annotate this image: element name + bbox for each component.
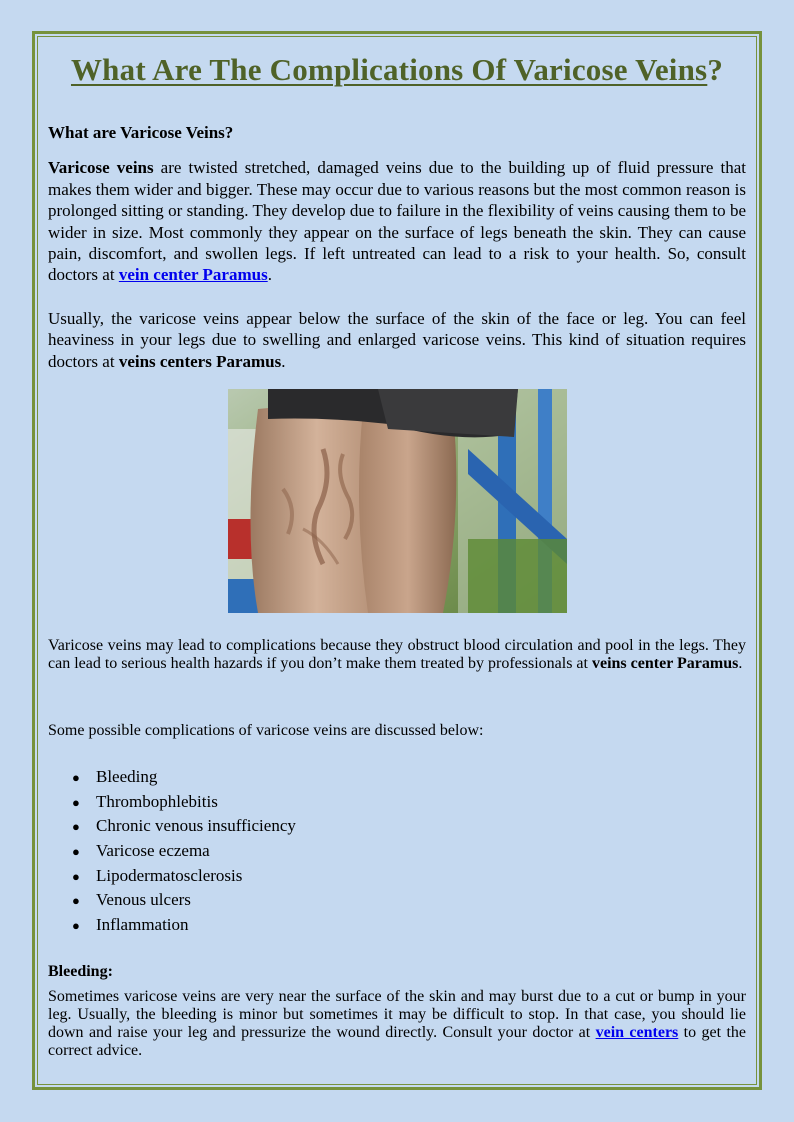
list-item: ● Bleeding <box>72 765 296 790</box>
veins-centers-paramus-bold: veins centers Paramus <box>118 351 282 371</box>
veins-center-paramus-bold: veins center Paramus <box>591 655 739 672</box>
article-top <box>48 50 746 372</box>
bullet-icon: ● <box>72 770 80 785</box>
list-item: ● Chronic venous insufficiency <box>72 814 296 839</box>
section-heading-what-are: What are Varicose Veins? <box>48 123 234 142</box>
list-item: ● Venous ulcers <box>72 888 296 913</box>
bullet-icon: ● <box>72 868 80 884</box>
intro-paragraph: Varicose veins are twisted stretched, damaged veins due to the building up of fluid pressure that makes them wider and bigger. These may occur due to various reasons but the most common reason is prolonged sitting or standing. They develop due to failure in the flexibility of veins causing them to be wider in size. Most commonly they appear on the surface of legs beneath the skin. They can cause pain, discomfort, and swollen legs. If left untreated can lead to a risk to your health. So, consult doctors at vein center Paramus. <box>48 158 746 285</box>
bullet-icon: ● <box>72 819 80 835</box>
page-title: What Are The Complications Of Varicose Veins? <box>70 52 724 87</box>
bullet-icon: ● <box>72 893 80 909</box>
varicose-legs-photo <box>228 389 567 613</box>
bleeding-heading: Bleeding: <box>48 963 113 980</box>
varicose-veins-bold: Varicose veins <box>48 158 154 178</box>
complications-intro: Some possible complications of varicose veins are discussed below: <box>48 722 484 739</box>
vein-center-paramus-link[interactable]: vein center Paramus <box>118 265 268 285</box>
list-item: ● Varicose eczema <box>72 839 296 864</box>
list-item: ● Thrombophlebitis <box>72 790 296 815</box>
bleeding-paragraph: Sometimes varicose veins are very near the surface of the skin and may burst due to a cut or bump in your leg. Usually, the bleeding is minor but sometimes it may be difficult to stop. In that case, you should lie down and raise your leg and pressurize the wound directly. Consult your doctor at vein centers to get the correct advice. <box>48 988 746 1059</box>
list-item: ● Lipodermatosclerosis <box>72 864 296 889</box>
bullet-icon: ● <box>72 918 80 934</box>
bullet-icon: ● <box>72 794 80 810</box>
list-item: ● Inflammation <box>72 913 296 938</box>
symptoms-paragraph: Usually, the varicose veins appear below the surface of the skin of the face or leg. You can feel heaviness in your legs due to swelling and enlarged varicose veins. This kind of situation requires doctors at veins centers Paramus. <box>48 308 746 371</box>
vein-centers-link[interactable]: vein centers <box>595 1024 679 1041</box>
bullet-icon: ● <box>72 844 80 860</box>
complications-list <box>72 765 296 938</box>
complications-paragraph: Varicose veins may lead to complications because they obstruct blood circulation and pool in the legs. They can lead to serious health hazards if you don’t make them treated by professionals at veins center Paramus. <box>48 637 746 672</box>
